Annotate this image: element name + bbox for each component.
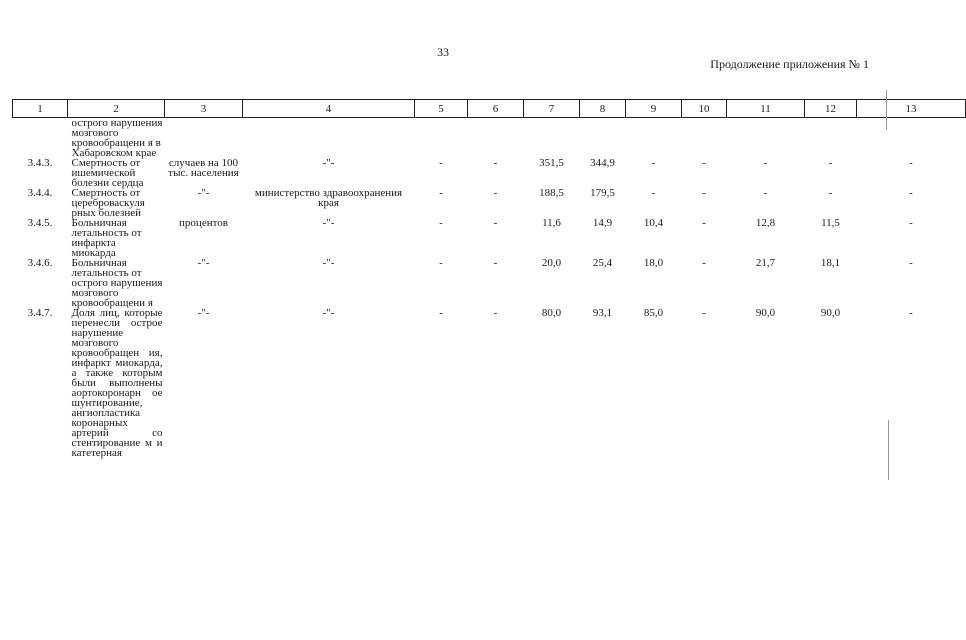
- row-name: острого нарушения мозгового кровообращени я в Хабаровском крае: [71, 117, 163, 159]
- col-header-13: 13: [857, 100, 966, 118]
- row-name: Смертность от цереброваскуля рных болезней: [71, 187, 145, 219]
- indicators-table: [12, 99, 966, 458]
- row-code: 3.4.3.: [27, 157, 53, 169]
- continuation-label: Продолжение приложения № 1: [710, 57, 869, 71]
- table-row: [13, 308, 966, 458]
- row-responsible: -"-: [322, 157, 335, 169]
- row-c5: -: [439, 217, 443, 229]
- row-c8: 179,5: [590, 187, 615, 199]
- col-header-3: 3: [165, 100, 243, 118]
- row-responsible: -"-: [322, 307, 335, 319]
- row-c13: -: [909, 257, 913, 269]
- row-c12: -: [828, 157, 833, 169]
- row-c13: [857, 118, 966, 159]
- row-c8: 93,1: [592, 307, 613, 319]
- col-header-10: 10: [682, 100, 727, 118]
- row-c11: 12,8: [755, 217, 776, 229]
- row-c5: [415, 118, 468, 159]
- col-header-1: 1: [13, 100, 68, 118]
- row-c7: 20,0: [541, 257, 562, 269]
- row-unit: -"-: [197, 257, 210, 269]
- row-c10: [682, 118, 727, 159]
- row-c9: [626, 118, 682, 159]
- row-responsible: -"-: [322, 217, 335, 229]
- row-c8: [580, 118, 626, 159]
- row-c5: -: [439, 257, 443, 269]
- row-c7: 351,5: [539, 157, 564, 169]
- row-unit: [165, 118, 243, 159]
- row-c11: [727, 118, 805, 159]
- row-c12: [805, 118, 857, 159]
- row-responsible: министерство здравоохранения края: [254, 187, 403, 209]
- row-c12: 90,0: [820, 307, 841, 319]
- col-header-9: 9: [626, 100, 682, 118]
- row-name: Больничная летальность от острого нарушения мозгового кровообращени я: [71, 257, 163, 309]
- row-c6: [468, 118, 524, 159]
- row-c6: -: [493, 307, 498, 319]
- col-header-2: 2: [68, 100, 165, 118]
- row-c10: -: [702, 257, 706, 269]
- row-c5: -: [439, 157, 443, 169]
- row-c6: -: [493, 217, 498, 229]
- row-c9: 18,0: [643, 257, 664, 269]
- row-c13: -: [909, 187, 913, 199]
- row-c12: -: [828, 187, 833, 199]
- col-header-12: 12: [805, 100, 857, 118]
- row-c10: -: [702, 307, 706, 319]
- row-responsible: -"-: [322, 257, 335, 269]
- row-c9: 10,4: [643, 217, 664, 229]
- row-unit: процентов: [179, 217, 228, 229]
- row-c9: -: [651, 187, 656, 199]
- row-c6: -: [493, 157, 498, 169]
- row-c6: -: [493, 257, 498, 269]
- row-c5: -: [439, 187, 443, 199]
- row-c8: 25,4: [592, 257, 613, 269]
- row-code: 3.4.4.: [27, 187, 53, 199]
- row-c10: -: [702, 187, 706, 199]
- row-code: [13, 118, 68, 159]
- row-c6: -: [493, 187, 498, 199]
- col-header-8: 8: [580, 100, 626, 118]
- row-c10: -: [702, 217, 706, 229]
- row-code: 3.4.6.: [27, 257, 53, 269]
- row-c7: 80,0: [541, 307, 562, 319]
- table-row: [13, 158, 966, 188]
- row-c9: 85,0: [643, 307, 664, 319]
- col-header-4: 4: [243, 100, 415, 118]
- row-code: 3.4.5.: [27, 217, 53, 229]
- row-name: Доля лиц, которые перенесли острое нарушение мозгового кровообращен ия, инфаркт миокарда, а также которым были выполнены аортокоронарн ое шунтирование, ангиопластика коронарных артерий со стентирование м и катетерная: [71, 307, 163, 459]
- row-code: 3.4.7.: [27, 307, 53, 319]
- row-c12: 11,5: [821, 217, 840, 229]
- row-name: Больничная летальность от инфаркта миокарда: [71, 217, 142, 259]
- row-c7: 188,5: [539, 187, 564, 199]
- row-c11: -: [763, 157, 768, 169]
- row-c11: -: [763, 187, 768, 199]
- table-row: [13, 188, 966, 218]
- row-responsible: [243, 118, 415, 159]
- row-unit: случаев на 100 тыс. населения: [168, 157, 239, 179]
- row-c11: 90,0: [755, 307, 776, 319]
- row-c9: -: [651, 157, 656, 169]
- scan-edge-mark: [888, 420, 889, 480]
- row-c13: -: [909, 307, 913, 319]
- row-unit: -"-: [197, 307, 210, 319]
- col-header-5: 5: [415, 100, 468, 118]
- row-c13: -: [909, 157, 913, 169]
- col-header-7: 7: [524, 100, 580, 118]
- scan-edge-mark: [886, 90, 887, 130]
- row-c11: 21,7: [755, 257, 776, 269]
- header-row: [13, 100, 966, 118]
- row-c8: 14,9: [592, 217, 613, 229]
- page-number: 33: [437, 45, 449, 59]
- row-c7: 11,6: [542, 217, 561, 229]
- row-unit: -"-: [197, 187, 210, 199]
- table-row: [13, 118, 966, 159]
- row-c12: 18,1: [820, 257, 841, 269]
- row-c7: [524, 118, 580, 159]
- row-c10: -: [702, 157, 706, 169]
- table-row: [13, 218, 966, 258]
- col-header-6: 6: [468, 100, 524, 118]
- row-name: Смертность от ишемической болезни сердца: [71, 157, 144, 189]
- row-c13: -: [909, 217, 913, 229]
- col-header-11: 11: [727, 100, 805, 118]
- row-c5: -: [439, 307, 443, 319]
- table-row: [13, 258, 966, 308]
- row-c8: 344,9: [590, 157, 615, 169]
